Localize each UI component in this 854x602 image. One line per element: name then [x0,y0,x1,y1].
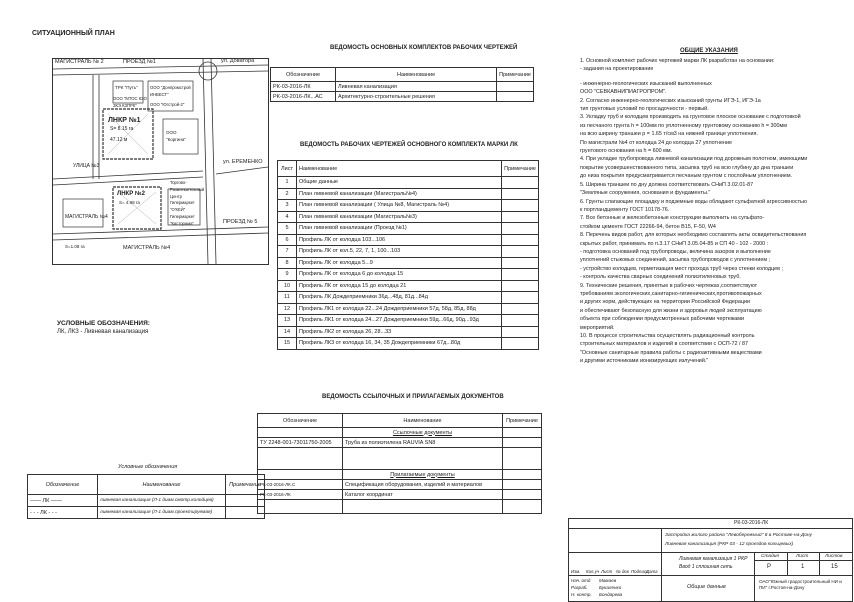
drawing-list-sheet-no: 13 [278,315,297,327]
main-sets-row-name: Архитектурно-строительные решения [336,92,497,102]
title-block [568,518,853,602]
main-sets-row-note [497,92,534,102]
note-line: - инженерно-геологических изысканий выполненных [580,80,712,87]
label-trade-center: Торгово-Развлекательный Центр [170,180,205,199]
drawing-list-name: Профиль ЛК1 от колодца 22...24 Дождеприемники 57д, 58д, 85д, 88д [297,303,502,315]
label-ulica3: УЛИЦА №3 [73,163,100,169]
title-block-org: ОАО"Южный градостроительный НИ и ПИ" г.Ростов-на-Дону [759,579,842,590]
drawing-list-header-name: Наименование [297,161,502,177]
drawing-list-name: Профиль ЛК1 от колодца 24...27 Дождеприемники 59д...66д, 90д...93д [297,315,502,327]
drawing-list-name: План ливневой канализации (Магистраль№3) [297,211,502,223]
title-block-sheet: 1 [801,564,805,570]
drawing-list-sheet-no: 2 [278,188,297,200]
drawing-list-note [502,246,539,258]
drawing-list-row [278,246,539,258]
label-ooo-donpromstroy: ООО "Донпромстрой ИНВЕСТ" [150,85,191,97]
drawing-list-name: Профиль ЛК от колодца 103...106 [297,234,502,246]
drawing-list-sheet-no: 11 [278,292,297,304]
note-line: до низа покрытия предусматривается песчаным грунтом с послойным уплотнением. [580,173,793,180]
label-nkp1-area: S= 8.15 га [110,126,134,132]
drawing-list-sheet-no: 8 [278,257,297,269]
note-line: и другими источниками ионизирующих излучений." [580,358,709,365]
note-line: из песчаного грунта h = 100мм по уплотненному грунтовому основанию h = 300мм [580,122,787,129]
drawing-list-note [502,280,539,292]
note-line: 2. Согласно инженерно-геологических изысканий грунты ИГЭ-1, ИГЭ-1а [580,97,761,104]
drawing-list-sheet-no: 10 [278,280,297,292]
note-line: 10. В процессе строительства осуществлять радиационный контроль [580,333,755,339]
drawing-list-row [278,223,539,235]
legend-line1: ЛК, ЛКЗ - Ливневая канализация [57,329,149,335]
drawing-list-name: Профиль ЛК Дождеприемники 36д...48д, 81д...84д [297,292,502,304]
note-line: 9. Технические решения, принятые в рабочих чертежах,соответствуют [580,282,758,289]
title-block-col-label: Лист [601,569,613,574]
note-line: - подготовка оснований под трубопроводы, величина зазоров и выполнение [580,248,771,255]
title-block-stage-label: Стадия [761,554,779,559]
title-block-name3: Бондарева [599,592,623,597]
note-line: - задания на проектирование [580,66,654,73]
note-line: 7. Все бетонные и железобетонные конструкции выполнить на сульфато- [580,215,765,222]
drawing-list-name: Профиль ЛК3 от колодца 16, 34, 35 Дождеприемники 67д...80д [297,338,502,350]
note-line: и других норм, действующих на территории Российской Федерации [580,299,751,306]
ref-docs-row3-note [503,490,542,500]
drawing-list-note [502,211,539,223]
drawing-list-name: Профиль ЛК2 от колодца 26, 28...33 [297,326,502,338]
drawing-list-row [278,338,539,350]
legend-row-name: ливневая канализация (Л-1 диам.проектируемая) [98,507,226,519]
drawing-list-note [502,177,539,189]
label-ooo-yugstroy: ООО "Югстрой-2" [150,102,185,107]
drawing-list-note [502,234,539,246]
drawing-list-sheet-no: 6 [278,234,297,246]
note-line: уплотнений стыковых соединений, засыпка трубопроводов с уплотнением ; [580,257,771,264]
title-block-role1: Нач. отд [571,578,591,583]
note-line: - устройство колодцев, герметизация мест прохода труб через стенки колодцев ; [580,265,783,272]
note-line: 8. Перечень видов работ, для которых необходимо составлять акты освидетельствования [580,232,807,239]
note-line: "Земляные сооружения, основания и фундаменты." [580,190,711,197]
title-block-col-label: Кол.уч [586,569,600,574]
main-sets-header-name: Наименование [336,68,497,82]
note-line: 1. Основной комплект рабочих чертежей марки ЛК разработан на основании: [580,58,775,64]
drawing-list-row [278,292,539,304]
note-line [580,75,848,79]
main-sets-row-code: РК-03-2016-ЛК...АС [271,92,336,102]
label-proezd5: ПРОЕЗД № 5 [223,219,258,225]
main-sets-row-code: РК-03-2016-ЛК [271,82,336,92]
note-line: 4. При укладке трубопровода ливневой канализации под дорожным полотном, имеющими [580,156,808,163]
main-sets-header-note: Примечание [497,68,534,82]
drawing-list-table [277,160,539,350]
drawing-list-name: Профиль ЛК от кол.5, 22, 7, 1, 100...103 [297,246,502,258]
title-block-sheets: 15 [831,564,838,570]
drawing-list-note [502,315,539,327]
drawing-list-row [278,188,539,200]
note-line: к портландцементу ГОСТ 10178-76. [580,206,670,213]
drawing-list-name: План ливневой канализации (Магистраль№4) [297,188,502,200]
title-block-doc-name: Общие данные [687,584,726,590]
drawing-list-row [278,269,539,281]
drawing-list-note [502,338,539,350]
title-block-col-label: Подпись [631,569,649,574]
title-block-role3: Н. контр. [571,592,592,597]
title-block-stage: Р [767,564,772,570]
drawing-list-name: Общие данные [297,177,502,189]
drawing-list-name: Профиль ЛК от колодца 15 до колодца 21 [297,280,502,292]
drawing-list-row [278,234,539,246]
title-block-col-label: Дата [646,569,658,574]
drawing-list-sheet-no: 4 [278,211,297,223]
label-nkp2-area: S= 4.98 га [119,200,140,205]
drawing-list-sheet-no: 3 [278,200,297,212]
site-plan-title: СИТУАЦИОННЫЙ ПЛАН [32,30,115,37]
note-line: покрытие усовершенствованного типа, засыпка труб на всю глубину до дна траншеи [580,164,794,171]
legend-row-note [226,495,265,507]
title-block-code: РК-03-2016-ЛК [734,520,769,526]
ref-docs-title: ВЕДОМОСТЬ ССЫЛОЧНЫХ И ПРИЛАГАЕМЫХ ДОКУМЕНТОВ [322,394,504,400]
label-tpk: ТРК "Путь" [115,85,138,90]
legend-table-header-note: Примечание [226,475,265,495]
ref-docs-row2-note [503,480,542,490]
drawing-list-sheet-no: 14 [278,326,297,338]
ref-docs-section1: Ссылочные документы [343,428,503,438]
drawing-list-row [278,326,539,338]
drawing-list-row [278,280,539,292]
drawing-list-note [502,200,539,212]
title-block-col-label: № док [616,569,629,574]
note-line: 6. Грунты слагающие площадку и подземные воды обладают сульфатной агрессивностью [580,198,807,205]
title-block-name1: Мамаев [599,578,617,583]
note-line: мероприятий. [580,324,615,331]
note-line: на всю ширину траншеи р = 1.65 т/см3 на нижней границе уплотнения. [580,131,758,138]
note-line: 3. Укладку труб и колодцев производить на грунтовое плоское основание с подготовкой [580,114,801,121]
ref-docs-row3-name: Каталог координат [343,490,503,500]
ref-docs-row2-code: РК-03-2016-ЛК.С [258,480,343,490]
drawing-list-row [278,303,539,315]
label-area-b: S=1.08 га [65,244,85,249]
note-line: требованиям экологических,санитарно-гигиенических,противопожарных [580,290,762,297]
drawing-list-sheet-no: 9 [278,269,297,281]
note-line: ООО "СЕВКАВНИПИАГРОПРОМ". [580,89,667,96]
main-sets-row-name: Ливневая канализация [336,82,497,92]
label-hyper-okey: Гипермаркет "О'КЕЙ" [170,200,195,212]
title-block-role2: Разраб. [571,585,588,590]
note-line: объекта при соблюдении предусмотренных рабочими чертежами [580,316,745,323]
note-line: 5. Ширина траншеи по дну должна соответствовать СНиП 3.02.01-87 [580,181,754,188]
title-block-sheets-label: Листов [825,554,843,559]
drawing-list-note [502,303,539,315]
note-line: - контроль качества сварных соединений полиэтиленовых труб. [580,274,741,281]
drawing-list-sheet-no: 12 [278,303,297,315]
ref-docs-row3-code: РК-03-2016-ЛК [258,490,343,500]
drawing-list-row [278,177,539,189]
note-line: По магистрали №4 от колодца 24 до колодца 27 уплотнение [580,139,732,146]
drawing-list-sheet-no: 5 [278,223,297,235]
drawing-list-row [278,315,539,327]
note-line: и обеспечивают безопасную для жизни и здоровья людей эксплуатацию [580,307,762,314]
legend-table-title: Условные обозначения [118,464,178,470]
title-block-project: Застройка жилого района "Левобережный" 8 в Ростове-на-Дону [665,533,813,538]
label-nkp1-elev: 47.12 м [110,137,128,143]
drawing-list-note [502,269,539,281]
ref-docs-header-name: Наименование [343,414,503,428]
title-block-project2: Ливневая канализация (РКР 03 - 12 проездов кольцевых) [665,542,794,547]
main-sets-row-note [497,82,534,92]
drawing-list-sheet-no: 1 [278,177,297,189]
note-line: строительных материалов и изделий в соответствии с ОСП-72 / 87 [580,341,748,348]
label-hyper-kastorama: Гипермаркет "Касторама" [170,214,195,226]
title-block-col-label: Изм. [571,569,581,574]
notes-title: ОБЩИЕ УКАЗАНИЯ [680,48,738,54]
ref-docs-table [257,413,542,514]
drawing-list-name: Профиль ЛК от колодца 6 до колодца 15 [297,269,502,281]
drawing-list-name: План ливневой канализации ( Улица №8, Магистраль №4) [297,200,502,212]
label-ooo-korgina: ООО "Коргина" [166,130,186,142]
legend-row-symbol: - - - ЛК - - - [28,507,98,519]
title-block-sheet-name: Ливневая канализация 1 РКР [679,556,748,562]
drawing-list-note [502,292,539,304]
site-plan-map [52,58,269,265]
note-line: тип грунтовых условий по просадочности - первый. [580,106,709,113]
ref-docs-row2-name: Спецификация оборудования, изделий и материалов [343,480,503,490]
label-nkp1: ЛНКР №1 [108,117,141,124]
label-ul-dovatora: ул. Доватора [221,58,255,64]
ref-docs-row1-note [503,438,542,448]
ref-docs-section2: Прилагаемые документы [343,470,503,480]
legend-table [27,474,265,519]
label-magistral4b: МАГИСТРАЛЬ №4 [123,245,171,251]
note-line: "Основные санитарные правила работы с радиоактивными веществами [580,349,762,356]
drawing-list-row [278,211,539,223]
drawing-list-name: Профиль ЛК от колодца 5...9 [297,257,502,269]
title-block-sheet-name2: Ввод 1 сплошная сеть [679,564,733,570]
legend-row-note [226,507,265,519]
drawing-list-title: ВЕДОМОСТЬ РАБОЧИХ ЧЕРТЕЖЕЙ ОСНОВНОГО КОМПЛЕКТА МАРКИ ЛК [300,142,518,148]
drawing-list-header-sheet: Лист [278,161,297,177]
drawing-list-name: План ливневой канализации (Проезд №1) [297,223,502,235]
label-ooo-mtos: ООО "МТОС КЗО ЗКЭ КЗПРК" [113,96,147,108]
drawing-list-sheet-no: 7 [278,246,297,258]
title-block-sheet-label: Лист [796,554,809,559]
ref-docs-row1-name: Труба из полиэтилена RAUVIA SN8 [343,438,503,448]
drawing-list-sheet-no: 15 [278,338,297,350]
note-line: скрытых работ, принимать по п.3.17 СНиП 3.05.04-85 и СП 40 - 102 - 2000 : [580,240,769,247]
drawing-list-note [502,257,539,269]
ref-docs-header-code: Обозначение [258,414,343,428]
legend-title: УСЛОВНЫЕ ОБОЗНАЧЕНИЯ: [57,320,150,327]
ref-docs-row1-code: ТУ 2248-001-73011750-2005 [258,438,343,448]
label-ul-eremenko: ул. ЕРЕМЕНКО [223,159,263,165]
notes-body [580,58,848,367]
legend-table-header-symbol: Обозначение [28,475,98,495]
main-sets-table [270,67,534,102]
note-line: грунтового основания на h = 600 мм. [580,148,673,155]
main-sets-title: ВЕДОМОСТЬ ОСНОВНЫХ КОМПЛЕКТОВ РАБОЧИХ ЧЕРТЕЖЕЙ [330,45,518,51]
label-nkp2: ЛНКР №2 [117,191,145,197]
drawing-list-header-note: Примечание [502,161,539,177]
drawing-list-note [502,188,539,200]
ref-docs-header-note: Примечание [503,414,542,428]
label-magistral4: МАГИСТРАЛЬ №4 [65,214,108,220]
drawing-list-row [278,200,539,212]
label-proezd1: ПРОЕЗД №1 [123,59,156,65]
legend-row-name: ливневая канализация (Л-1 диам.смотр.колодцев) [98,495,226,507]
note-line: стойком цементе ГОСТ 22266-94, бетон В15, F-50, W4 [580,223,716,230]
main-sets-header-code: Обозначение [271,68,336,82]
legend-table-header-name: Наименование [98,475,226,495]
drawing-list-note [502,223,539,235]
label-magistral2: МАГИСТРАЛЬ № 2 [55,59,104,65]
legend-row-symbol: —— ЛК —— [28,495,98,507]
title-block-name2: Букаленко [599,585,622,590]
drawing-list-note [502,326,539,338]
drawing-list-row [278,257,539,269]
